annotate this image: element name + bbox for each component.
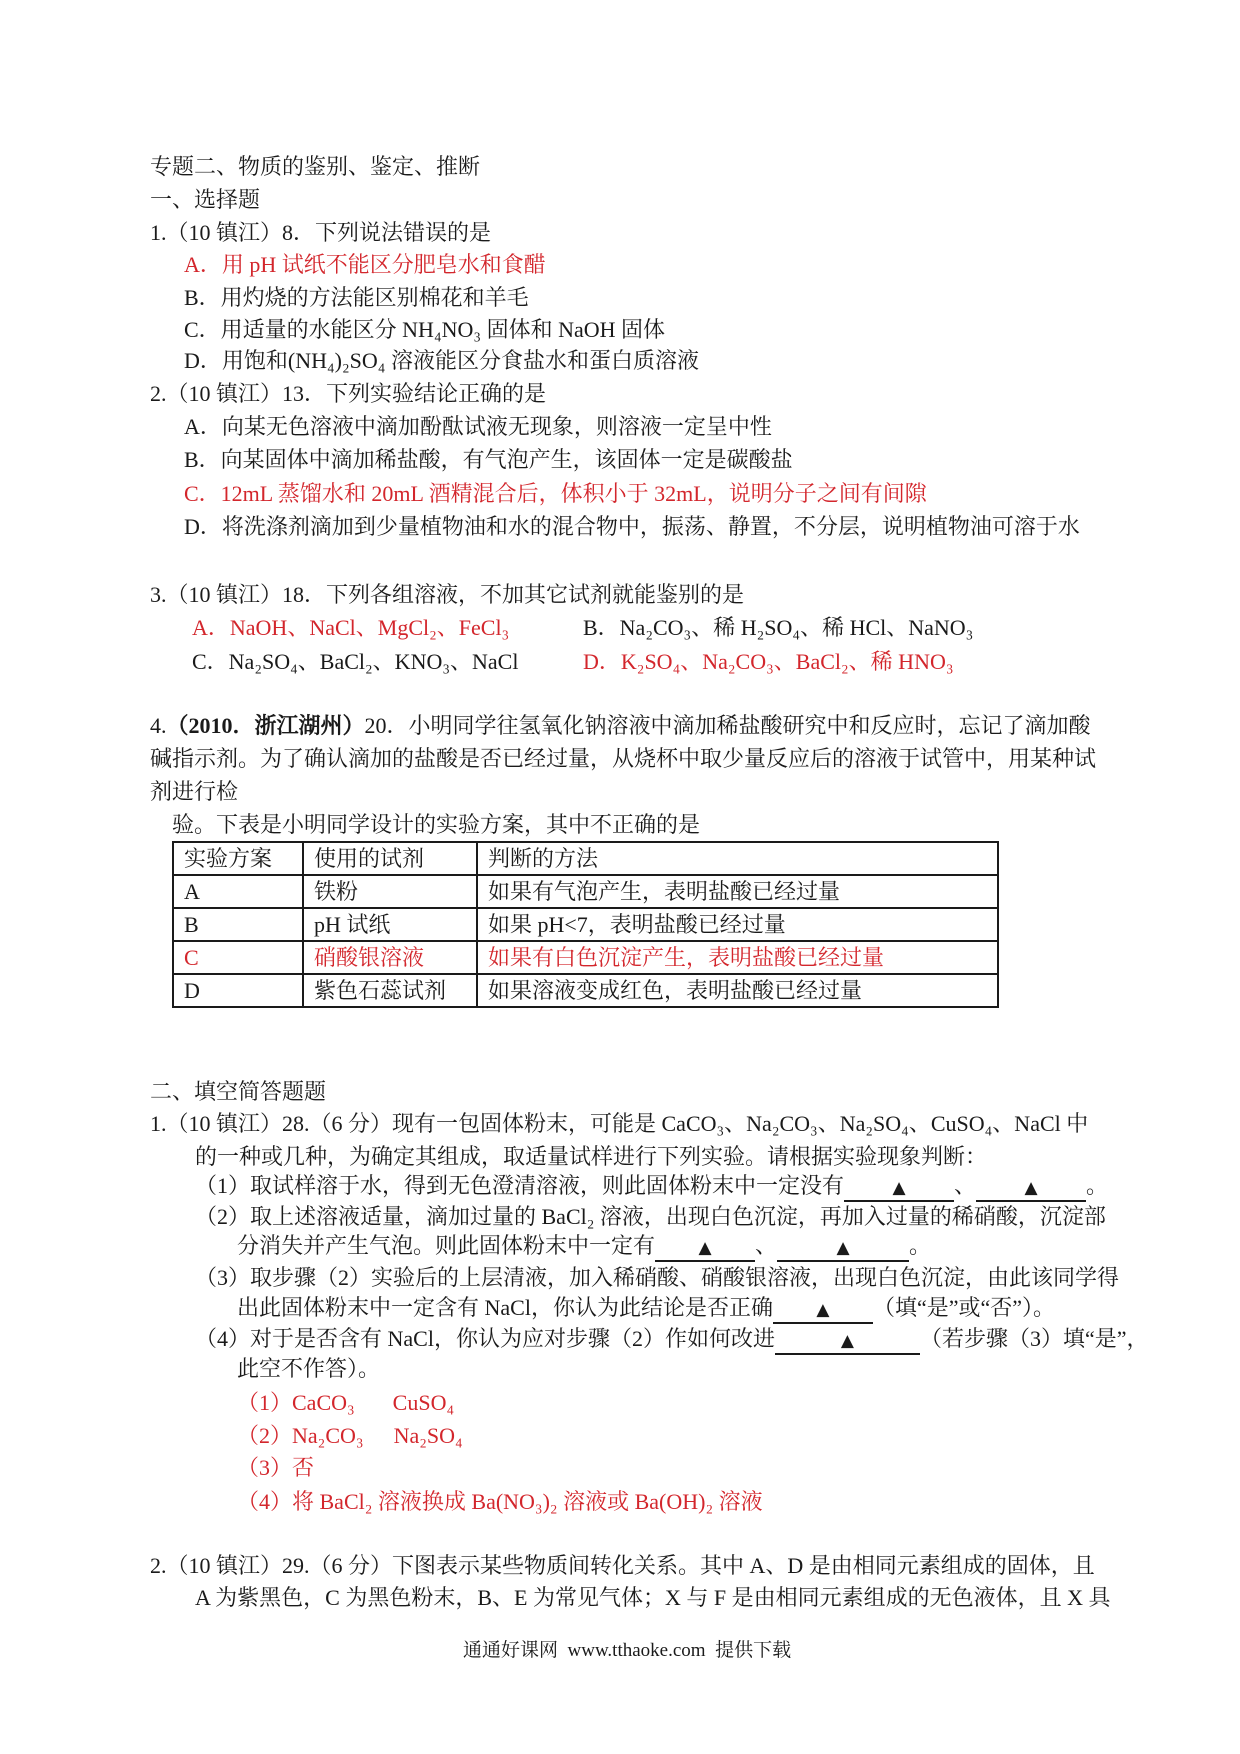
question-1-stem: 1.（10 镇江）8．下列说法错误的是 — [150, 220, 492, 245]
separator: 、 — [954, 1173, 977, 1198]
table-row — [173, 875, 998, 908]
part2-question-1-line-2: 的一种或几种，为确定其组成，取适量试样进行下列实验。请根据实验现象判断： — [195, 1144, 988, 1169]
table-row-highlighted — [173, 941, 998, 974]
answer-2-part-a: （2）Na₂CO₃ — [237, 1423, 364, 1448]
table-cell: 硝酸银溶液 — [303, 941, 477, 974]
question-2-option-a: A．向某无色溶液中滴加酚酞试液无现象，则溶液一定呈中性 — [184, 414, 772, 439]
table-cell: C — [173, 941, 303, 974]
table-cell: B — [173, 908, 303, 941]
part2-question-2-line-1: 2.（10 镇江）29.（6 分）下图表示某些物质间转化关系。其中 A、D 是由相同元素组成的固体，且 — [150, 1553, 1095, 1578]
table-cell: D — [173, 974, 303, 1007]
table-cell: 铁粉 — [303, 875, 477, 908]
question-2-option-b: B．向某固体中滴加稀盐酸，有气泡产生，该固体一定是碳酸盐 — [184, 447, 793, 472]
sub-question-1-text: （1）取试样溶于水，得到无色澄清溶液，则此固体粉末中一定没有 — [195, 1173, 845, 1198]
page-footer: 通通好课网 www.tthaoke.com 提供下载 — [463, 1640, 792, 1661]
sub-question-2-line-2 — [237, 1229, 931, 1262]
table-header-row — [173, 842, 998, 875]
sub-question-3-text: 出此固体粉末中一定含有 NaCl，你认为此结论是否正确 — [237, 1295, 773, 1320]
question-4-source: （2010．浙江湖州） — [166, 713, 365, 738]
question-4-stem-line-2: 碱指示剂。为了确认滴加的盐酸是否已经过量，从烧杯中取少量反应后的溶液于试管中，用某种试 — [150, 746, 1097, 771]
question-3-option-c: C．Na₂SO₄、BaCl₂、KNO₃、NaCl — [192, 649, 519, 674]
table-cell: 如果溶液变成红色，表明盐酸已经过量 — [477, 974, 998, 1007]
question-1-option-d: D．用饱和(NH₄)₂SO₄ 溶液能区分食盐水和蛋白质溶液 — [184, 348, 699, 373]
section-heading-multiple-choice: 一、选择题 — [150, 187, 261, 212]
table-cell: 如果有白色沉淀产生，表明盐酸已经过量 — [477, 941, 998, 974]
table-header-cell-method: 判断的方法 — [477, 842, 998, 875]
table-row — [173, 974, 998, 1007]
sub-question-2-text: 分消失并产生气泡。则此固体粉末中一定有 — [237, 1233, 656, 1258]
table-header-cell-plan: 实验方案 — [173, 842, 303, 875]
experiment-plan-table — [172, 841, 999, 1008]
sub-question-3-line-2 — [237, 1291, 1055, 1324]
sub-question-4-hint: （若步骤（3）填“是”， — [919, 1326, 1149, 1351]
separator: 、 — [755, 1233, 778, 1258]
sub-question-4-line-2: 此空不作答）。 — [237, 1356, 381, 1381]
question-4-stem-line-4: 验。下表是小明同学设计的实验方案，其中不正确的是 — [172, 812, 701, 837]
answer-blank: ▲ — [844, 1176, 954, 1202]
sub-question-2-line-1: （2）取上述溶液适量，滴加过量的 BaCl₂ 溶液，出现白色沉淀，再加入过量的稀硝酸，沉淀部 — [195, 1204, 1106, 1229]
table-row — [173, 908, 998, 941]
answer-blank: ▲ — [775, 1329, 920, 1355]
question-2-option-d: D．将洗涤剂滴加到少量植物油和水的混合物中，振荡、静置，不分层，说明植物油可溶于水 — [184, 514, 1080, 539]
answer-blank: ▲ — [655, 1236, 755, 1262]
question-2-stem: 2.（10 镇江）13．下列实验结论正确的是 — [150, 381, 547, 406]
answer-4: （4）将 BaCl₂ 溶液换成 Ba(NO₃)₂ 溶液或 Ba(OH)₂ 溶液 — [237, 1489, 763, 1514]
question-1-option-c: C．用适量的水能区分 NH₄NO₃ 固体和 NaOH 固体 — [184, 317, 665, 342]
answer-blank: ▲ — [773, 1298, 873, 1324]
question-3-option-a: A．NaOH、NaCl、MgCl₂、FeCl₃ — [192, 615, 510, 640]
table-cell: pH 试纸 — [303, 908, 477, 941]
sentence-end: 。 — [1086, 1173, 1109, 1198]
sub-question-4-text: （4）对于是否含有 NaCl，你认为应对步骤（2）作如何改进 — [195, 1326, 775, 1351]
answer-2 — [237, 1419, 463, 1452]
sub-question-3-hint: （填“是”或“否”）。 — [872, 1295, 1056, 1320]
question-4-text: 20．小明同学往氢氧化钠溶液中滴加稀盐酸研究中和反应时，忘记了滴加酸 — [364, 713, 1091, 738]
question-1-option-b: B．用灼烧的方法能区别棉花和羊毛 — [184, 285, 529, 310]
answer-1-part-b: CuSO₄ — [392, 1390, 455, 1415]
sub-question-4-line-1 — [195, 1322, 1148, 1355]
question-1-option-a: A．用 pH 试纸不能区分肥皂水和食醋 — [184, 252, 546, 277]
answer-blank: ▲ — [976, 1176, 1086, 1202]
question-4-stem-line-1 — [150, 709, 1091, 742]
answer-blank: ▲ — [777, 1236, 909, 1262]
answer-2-part-b: Na₂SO₄ — [393, 1423, 463, 1448]
answer-1 — [237, 1386, 454, 1419]
question-3-stem: 3.（10 镇江）18．下列各组溶液，不加其它试剂就能鉴别的是 — [150, 582, 745, 607]
page-title: 专题二、物质的鉴别、鉴定、推断 — [150, 154, 481, 179]
question-3-option-d: D．K₂SO₄、Na₂CO₃、BaCl₂、稀 HNO₃ — [583, 649, 954, 674]
question-4-stem-line-3: 剂进行检 — [150, 779, 239, 804]
answer-1-part-a: （1）CaCO₃ — [237, 1390, 355, 1415]
answer-3: （3）否 — [237, 1455, 315, 1480]
question-4-number: 4. — [150, 713, 167, 738]
section-heading-fill-in: 二、填空简答题题 — [150, 1079, 327, 1104]
question-3-option-b: B．Na₂CO₃、稀 H₂SO₄、稀 HCl、NaNO₃ — [583, 615, 974, 640]
part2-question-2-line-2: A 为紫黑色，C 为黑色粉末，B、E 为常见气体；X 与 F 是由相同元素组成的无色液体，且 X 具 — [195, 1585, 1111, 1610]
sub-question-3-line-1: （3）取步骤（2）实验后的上层清液，加入稀硝酸、硝酸银溶液，出现白色沉淀，由此该同学得 — [195, 1265, 1120, 1290]
table-cell: 紫色石蕊试剂 — [303, 974, 477, 1007]
part2-question-1-line-1: 1.（10 镇江）28.（6 分）现有一包固体粉末，可能是 CaCO₃、Na₂CO₃、Na₂SO₄、CuSO₄、NaCl 中 — [150, 1111, 1089, 1136]
question-2-option-c: C．12mL 蒸馏水和 20mL 酒精混合后，体积小于 32mL，说明分子之间有间隙 — [184, 481, 927, 506]
table-cell: 如果 pH<7，表明盐酸已经过量 — [477, 908, 998, 941]
table-cell: 如果有气泡产生，表明盐酸已经过量 — [477, 875, 998, 908]
table-cell: A — [173, 875, 303, 908]
sentence-end: 。 — [909, 1233, 932, 1258]
sub-question-1 — [195, 1169, 1108, 1202]
table-header-cell-reagent: 使用的试剂 — [303, 842, 477, 875]
